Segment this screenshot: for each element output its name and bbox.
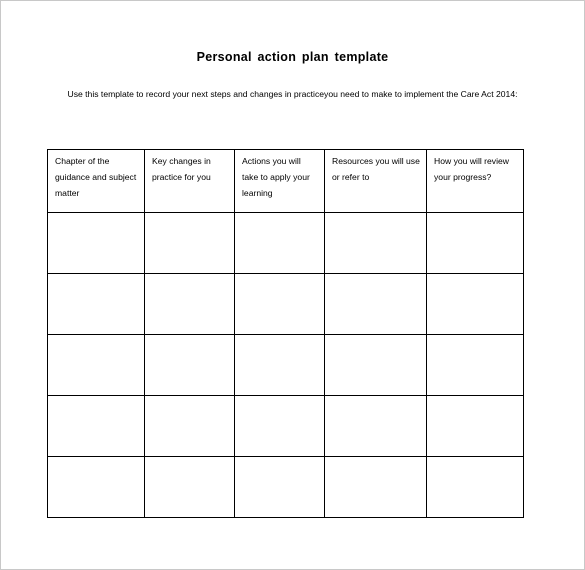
table-cell[interactable] bbox=[145, 396, 235, 457]
table-cell[interactable] bbox=[427, 457, 524, 518]
header-actions bbox=[235, 150, 325, 213]
table-cell[interactable] bbox=[145, 274, 235, 335]
table-cell[interactable] bbox=[325, 335, 427, 396]
header-review bbox=[427, 150, 524, 213]
table-cell[interactable] bbox=[48, 396, 145, 457]
action-plan-table bbox=[47, 149, 524, 518]
table-cell[interactable] bbox=[427, 213, 524, 274]
table-cell[interactable] bbox=[145, 335, 235, 396]
header-actions-label: Actions you will take to apply your learning bbox=[242, 156, 310, 198]
table-cell[interactable] bbox=[427, 335, 524, 396]
table-cell[interactable] bbox=[427, 274, 524, 335]
table-row bbox=[48, 396, 524, 457]
table-cell[interactable] bbox=[235, 457, 325, 518]
table-cell[interactable] bbox=[325, 213, 427, 274]
table-cell[interactable] bbox=[325, 396, 427, 457]
table-cell[interactable] bbox=[235, 274, 325, 335]
table-cell[interactable] bbox=[235, 335, 325, 396]
header-review-label: How you will review your progress? bbox=[434, 156, 509, 182]
table-cell[interactable] bbox=[427, 396, 524, 457]
table-row bbox=[48, 274, 524, 335]
header-chapter-label: Chapter of the guidance and subject matter bbox=[55, 156, 137, 198]
header-resources bbox=[325, 150, 427, 213]
table-cell[interactable] bbox=[235, 213, 325, 274]
table-cell[interactable] bbox=[325, 457, 427, 518]
header-key-changes-label: Key changes in practice for you bbox=[152, 156, 211, 182]
header-resources-label: Resources you will use or refer to bbox=[332, 156, 420, 182]
header-key-changes bbox=[145, 150, 235, 213]
table-row bbox=[48, 457, 524, 518]
table-cell[interactable] bbox=[145, 213, 235, 274]
table-cell[interactable] bbox=[235, 396, 325, 457]
document-title: Personal action plan template bbox=[196, 50, 389, 64]
table-cell[interactable] bbox=[48, 213, 145, 274]
table-row bbox=[48, 335, 524, 396]
table-row bbox=[48, 213, 524, 274]
table-cell[interactable] bbox=[48, 457, 145, 518]
table-cell[interactable] bbox=[325, 274, 427, 335]
table-cell[interactable] bbox=[48, 335, 145, 396]
table-header-row bbox=[48, 150, 524, 213]
header-chapter bbox=[48, 150, 145, 213]
intro-text: Use this template to record your next steps and changes in practiceyou need to make to implement the Care Act 2014: bbox=[67, 89, 518, 99]
table-cell[interactable] bbox=[145, 457, 235, 518]
table-cell[interactable] bbox=[48, 274, 145, 335]
